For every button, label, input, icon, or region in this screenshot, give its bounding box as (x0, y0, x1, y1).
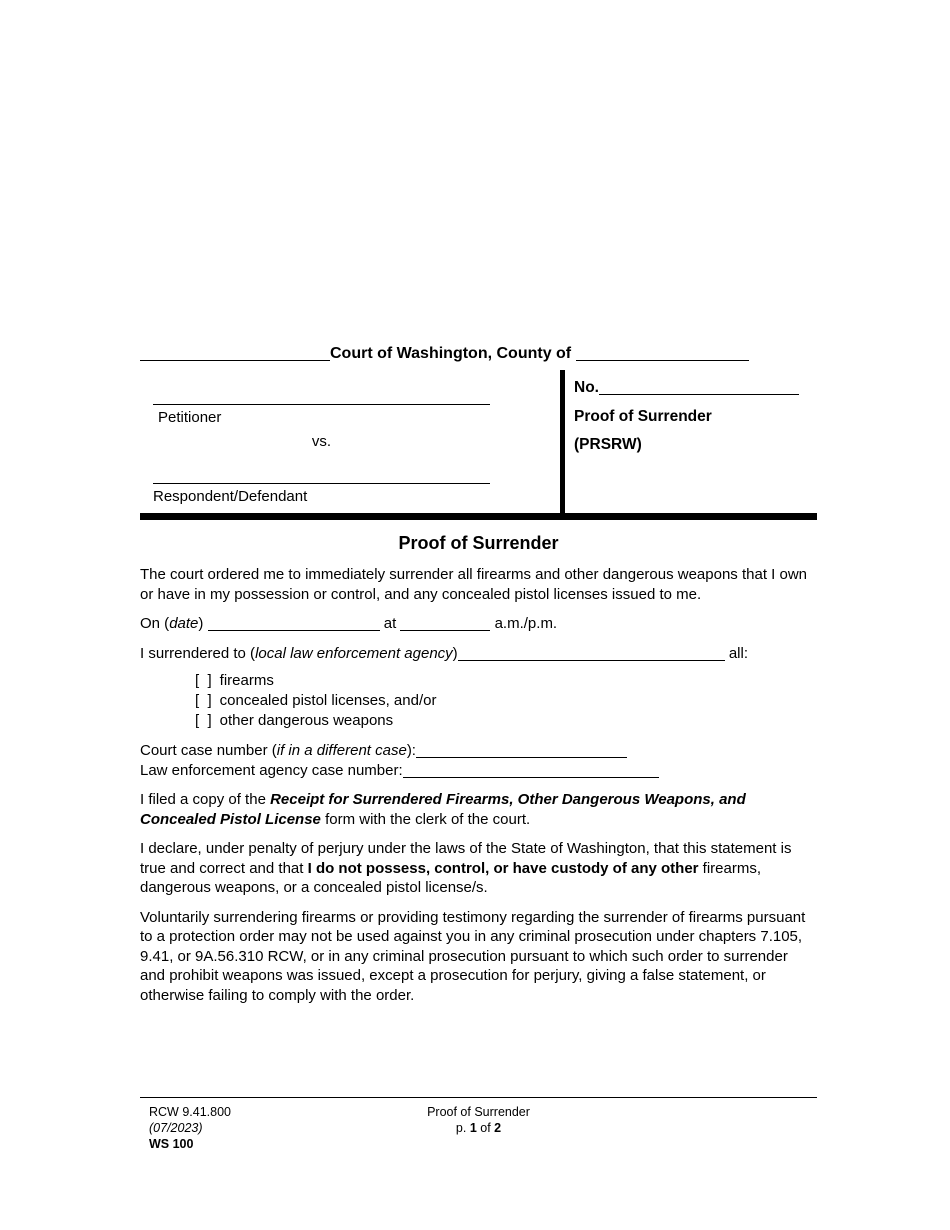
footer-page-indicator (140, 1120, 817, 1136)
ampm-label: a.m./p.m. (490, 615, 558, 632)
agency-case-line (140, 761, 817, 781)
county-name-blank (576, 360, 749, 361)
court-case-italic: if in a different case (276, 742, 407, 759)
declaration-suffix: firearms, dangerous weapons, or a concealed pistol license/s. (140, 859, 762, 896)
receipt-paragraph (140, 790, 817, 829)
footer-page-of: of (476, 1121, 495, 1135)
surrender-line (140, 644, 817, 664)
court-heading-text: Court of Washington, County of (330, 345, 572, 362)
court-case-suffix: ): (406, 742, 416, 759)
checkbox: [ ] (195, 692, 212, 709)
checkbox-item-weapons (195, 711, 817, 731)
date-close-paren: ) (198, 615, 208, 632)
checkbox: [ ] (195, 672, 212, 689)
receipt-prefix: I filed a copy of the (140, 791, 271, 808)
case-number-label: No. (574, 378, 599, 396)
checkbox-item-licenses (195, 691, 817, 711)
court-heading-line (140, 344, 817, 364)
checkbox-label: firearms (219, 672, 274, 689)
court-case-blank (416, 757, 627, 758)
page-footer (140, 1097, 817, 1151)
court-name-blank (140, 360, 330, 361)
form-content (140, 344, 817, 1005)
case-caption (140, 370, 817, 513)
document-title: Proof of Surrender (398, 532, 559, 553)
at-label: at (379, 615, 401, 632)
surrender-close-paren: ) (452, 644, 458, 662)
declaration-bold: I do not possess, control, or have custody of any other (307, 859, 699, 877)
agency-case-label: Law enforcement agency case number: (140, 761, 403, 779)
agency-word: local law enforcement agency (255, 644, 453, 662)
checkbox-label: other dangerous weapons (219, 712, 394, 729)
date-word: date (169, 615, 199, 632)
intro-paragraph: The court ordered me to immediately surrender all firearms and other dangerous weapons that I own or have in my possession or control, and any concealed pistol licenses issued to me. (140, 566, 808, 603)
date-prefix: On ( (140, 615, 170, 632)
petitioner-name-blank (153, 404, 490, 405)
surrender-suffix: all: (724, 644, 749, 662)
checkbox-list (195, 671, 817, 731)
caption-case-info (565, 370, 817, 513)
declaration-paragraph (140, 839, 817, 898)
receipt-suffix: form with the clerk of the court. (320, 810, 531, 828)
receipt-form-name: Receipt for Surrendered Firearms, Other Dangerous Weapons, and Concealed Pistol License (140, 791, 746, 828)
declaration-prefix: I declare, under penalty of perjury under the laws of the State of Washington, that this statement is true and correct and that (140, 840, 792, 877)
court-case-prefix: Court case number ( (140, 742, 277, 759)
case-number-row (574, 378, 799, 398)
checkbox: [ ] (195, 712, 212, 729)
checkbox-item-firearms (195, 671, 817, 691)
vs-label: vs. (311, 432, 332, 450)
footer-page-prefix: p. (455, 1121, 470, 1135)
footer-doc-title: Proof of Surrender (427, 1105, 530, 1119)
footer-rcw-citation: RCW 9.41.800 (149, 1105, 231, 1119)
date-blank (208, 630, 380, 631)
footer-revision-date: (07/2023) (149, 1121, 203, 1135)
date-line (140, 614, 817, 634)
checkbox-label: concealed pistol licenses, and/or (219, 692, 437, 709)
agency-case-blank (403, 777, 659, 778)
voluntary-paragraph: Voluntarily surrendering firearms or providing testimony regarding the surrender of firearms pursuant to a protection order may not be used against you in any criminal prosecution under chapters 7.105, 9.41, or 9A.56.310 RCW, or in any criminal prosecution pursuant to which such order to surrender and prohibit weapons was issued, except a prosecution for perjury, giving a false statement, or otherwise failing to comply with the order. (140, 908, 806, 1004)
caption-parties (140, 370, 560, 513)
footer-form-number: WS 100 (149, 1137, 194, 1151)
agency-blank (458, 660, 725, 661)
case-number-lines (140, 741, 817, 780)
respondent-label: Respondent/Defendant (153, 487, 308, 505)
petitioner-label: Petitioner (158, 408, 222, 426)
caption-doc-code: (PRSRW) (574, 435, 642, 453)
caption-bottom-rule (140, 513, 817, 520)
surrender-prefix: I surrendered to ( (140, 644, 256, 662)
time-blank (400, 630, 490, 631)
caption-doc-title: Proof of Surrender (574, 407, 712, 425)
footer-page-number: 1 (469, 1121, 477, 1135)
footer-center (140, 1104, 817, 1136)
court-case-line (140, 741, 817, 761)
footer-page-total: 2 (494, 1121, 502, 1135)
respondent-name-blank (153, 483, 490, 484)
case-number-blank (599, 394, 799, 395)
